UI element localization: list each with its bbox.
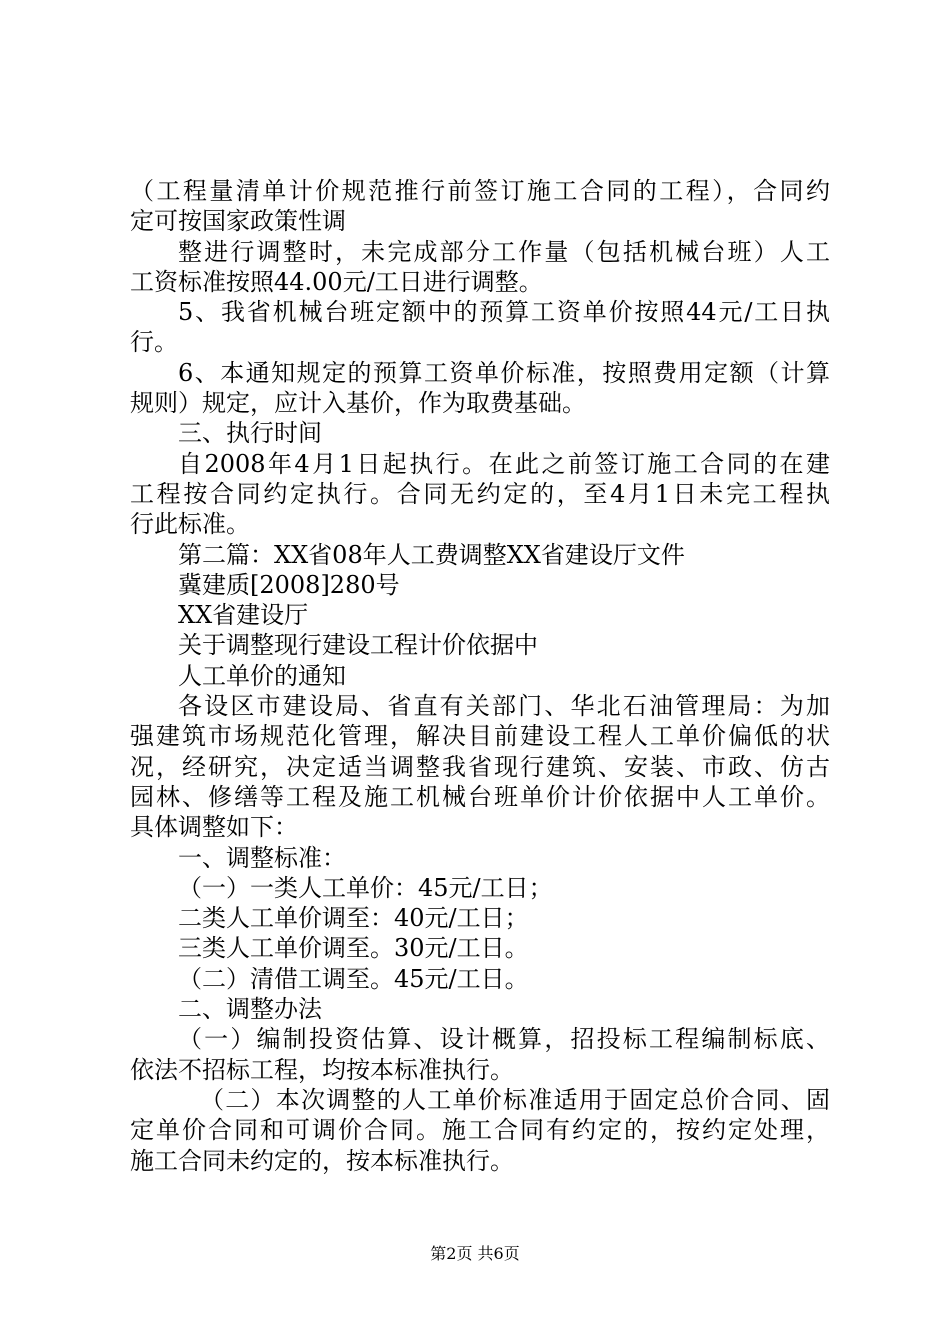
section-heading: 二、调整办法: [178, 995, 322, 1024]
text-line: （一）编制投资估算、设计概算，招投标工程编制标底、: [178, 1025, 830, 1054]
text-line: 工资标准按照44.00元/工日进行调整。: [130, 267, 543, 296]
text-line: 二类人工单价调至：40元/工日；: [178, 904, 529, 933]
document-number: 冀建质[2008]280号: [178, 570, 400, 599]
notice-title: 关于调整现行建设工程计价依据中: [178, 631, 538, 660]
text-line: 依法不招标工程，均按本标准执行。: [130, 1055, 514, 1084]
text-line: 园林、修缮等工程及施工机械台班单价计价依据中人工单价。: [130, 782, 830, 811]
text-line: 定可按国家政策性调: [130, 207, 346, 236]
text-line: 行。: [130, 328, 178, 357]
text-line: 6、本通知规定的预算工资单价标准，按照费用定额（计算: [178, 358, 830, 387]
document-body: [130, 176, 830, 1176]
text-line: 规则）规定，应计入基价，作为取费基础。: [130, 389, 586, 418]
text-line: 各设区市建设局、省直有关部门、华北石油管理局：为加: [178, 692, 830, 721]
section-heading: 一、调整标准：: [178, 843, 346, 872]
text-line: （二）本次调整的人工单价标准适用于固定总价合同、固: [200, 1085, 830, 1114]
text-line: 5、我省机械台班定额中的预算工资单价按照44元/工日执: [178, 298, 830, 327]
page-number: 第2页 共6页: [430, 1244, 520, 1263]
text-line: 工程按合同约定执行。合同无约定的，至4月1日未完工程执: [130, 479, 830, 508]
text-line: 施工合同未约定的，按本标准执行。: [130, 1146, 514, 1175]
text-line: 况，经研究，决定适当调整我省现行建筑、安装、市政、仿古: [130, 752, 830, 781]
notice-title: 人工单价的通知: [178, 661, 346, 690]
text-line: （一）一类人工单价：45元/工日；: [178, 873, 553, 902]
text-line: （二）清借工调至。45元/工日。: [178, 964, 529, 993]
text-line: 具体调整如下：: [130, 813, 298, 842]
text-line: 定单价合同和可调价合同。施工合同有约定的，按约定处理，: [130, 1116, 830, 1145]
chapter-title: 第二篇：XX省08年人工费调整XX省建设厅文件: [178, 540, 685, 569]
text-line: 强建筑市场规范化管理，解决目前建设工程人工单价偏低的状: [130, 722, 830, 751]
text-line: 自2008年4月1日起执行。在此之前签订施工合同的在建: [178, 449, 830, 478]
issuer: XX省建设厅: [178, 601, 309, 630]
page-footer: [0, 1244, 950, 1264]
text-line: （工程量清单计价规范推行前签订施工合同的工程），合同约: [130, 177, 830, 205]
text-line: 行此标准。: [130, 510, 250, 539]
text-line: 整进行调整时，未完成部分工作量（包括机械台班）人工: [178, 237, 830, 266]
section-heading: 三、执行时间: [178, 419, 322, 448]
text-line: 三类人工单价调至。30元/工日。: [178, 934, 529, 963]
